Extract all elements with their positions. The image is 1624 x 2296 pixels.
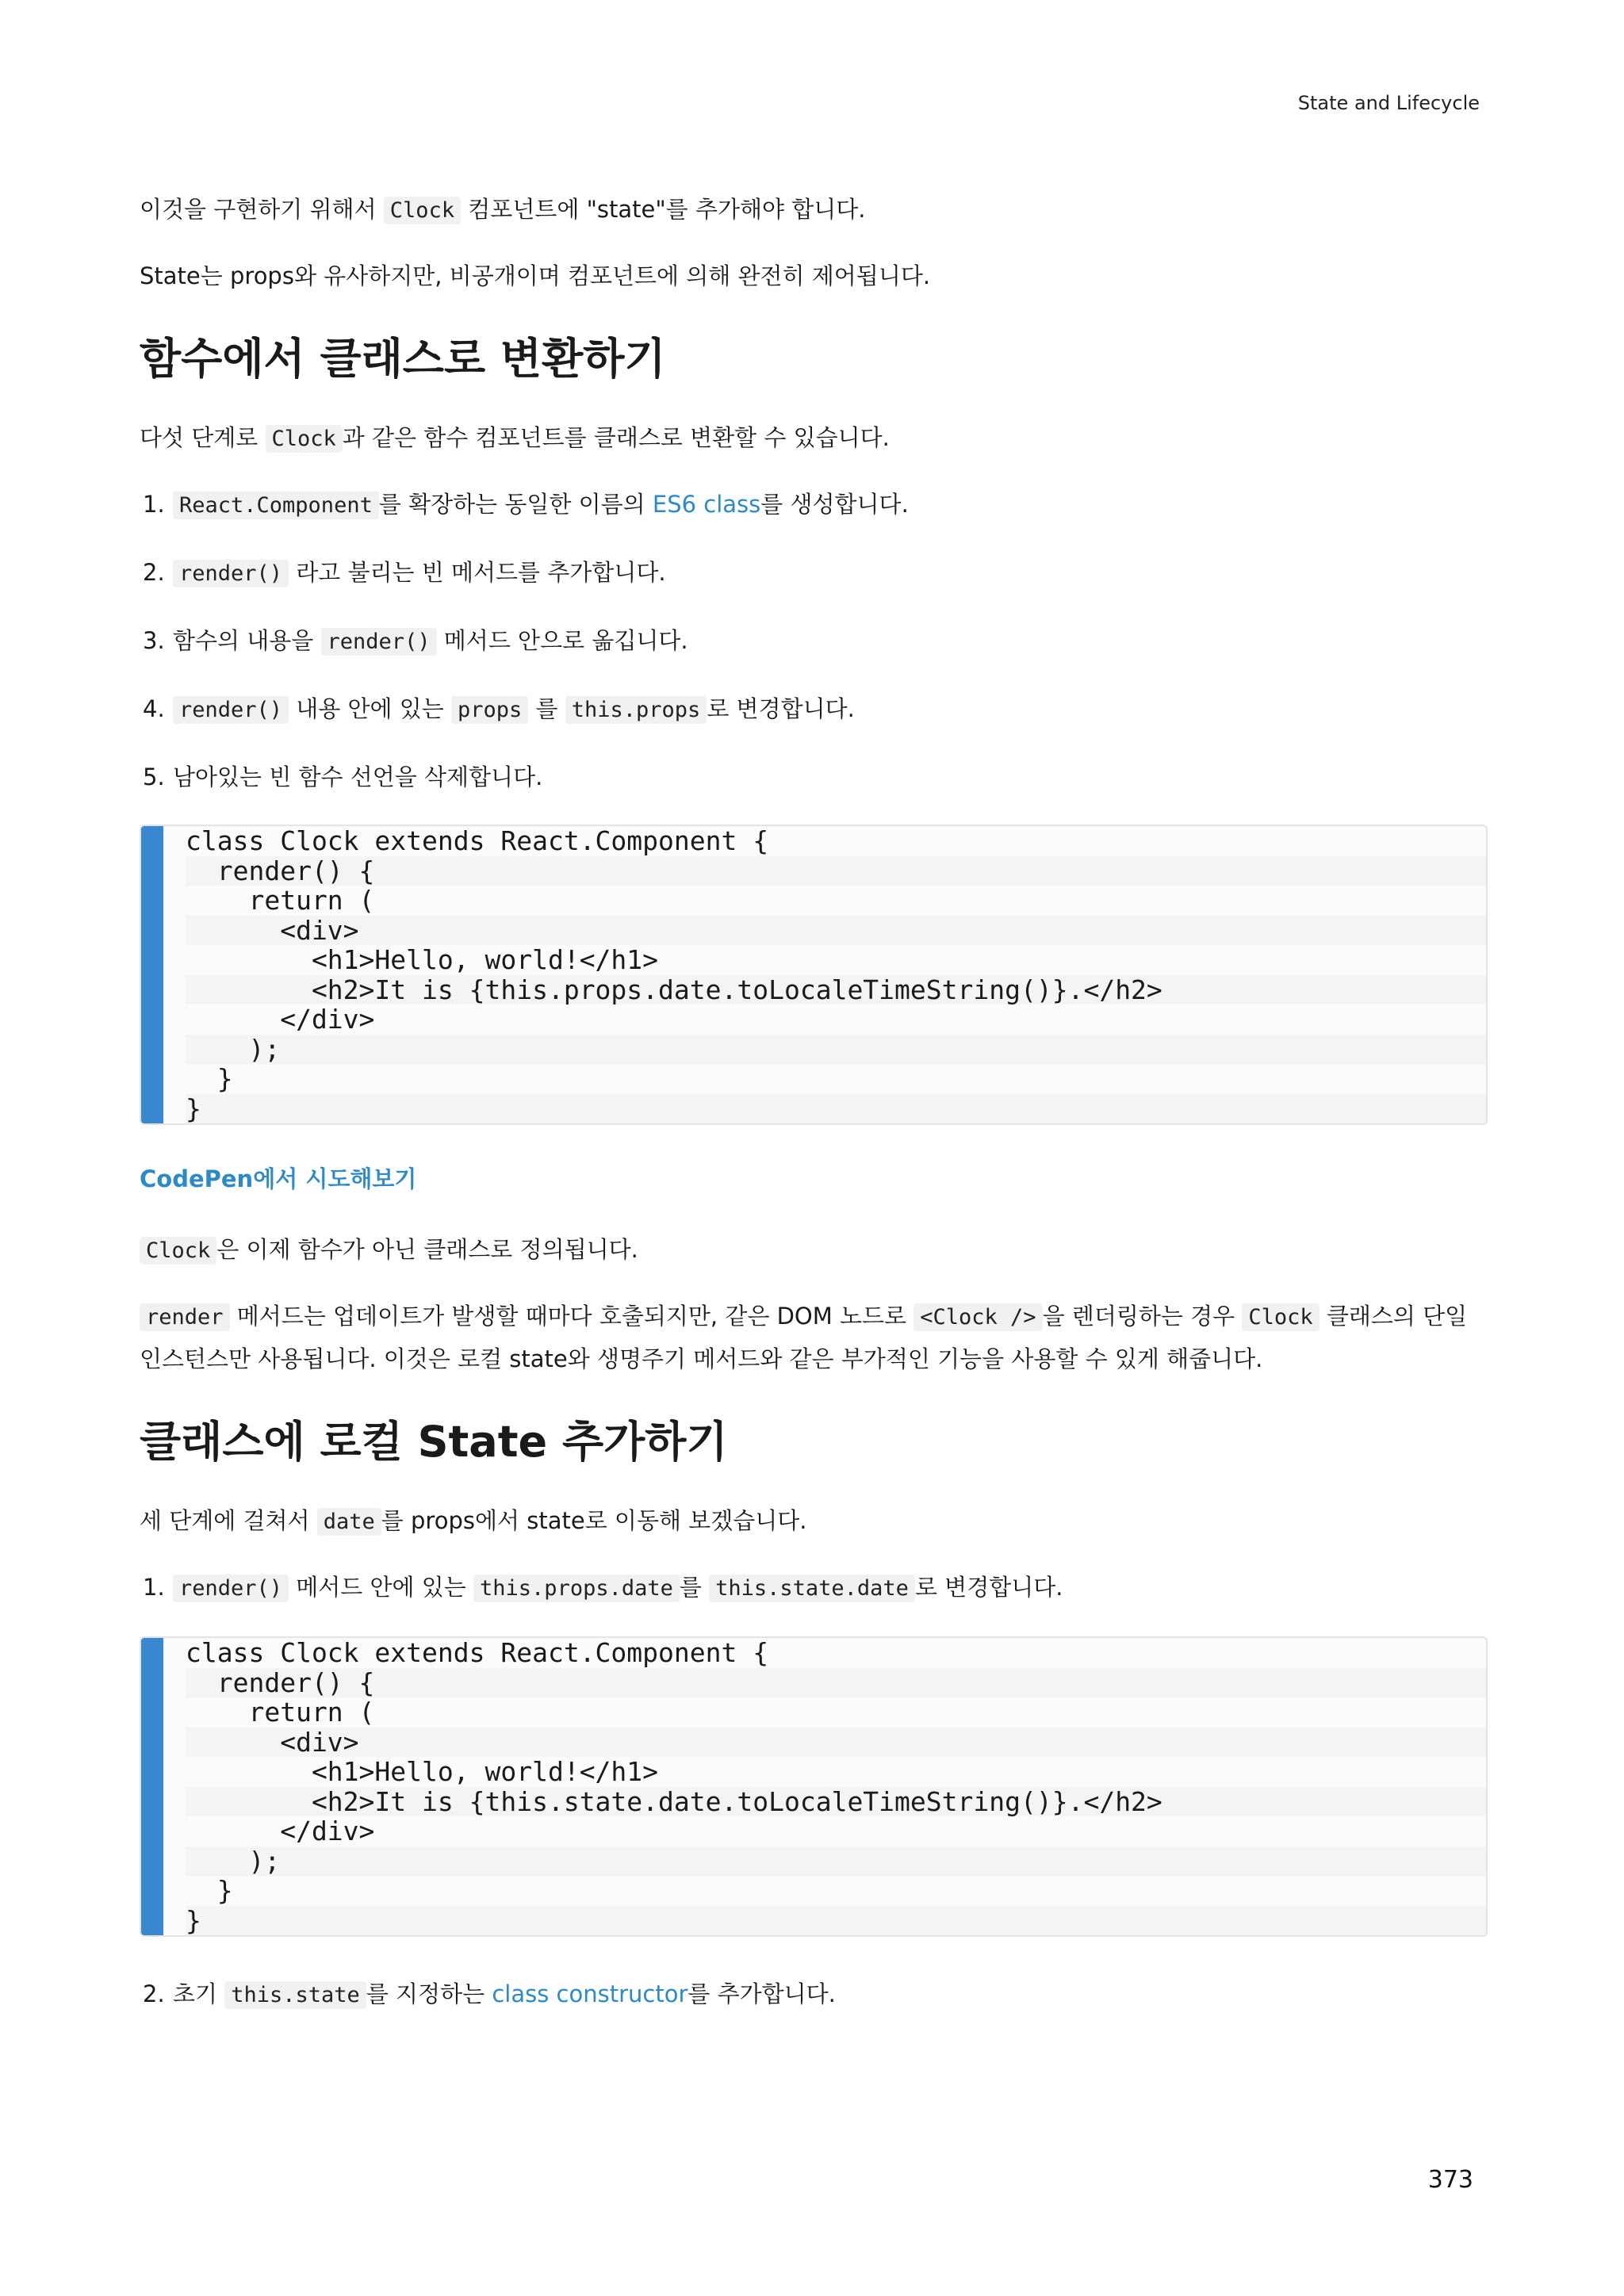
section1-lead: 다섯 단계로 Clock 과 같은 함수 컴포넌트를 클래스로 변환할 수 있습니다.	[140, 424, 890, 451]
inline-code: render()	[321, 628, 437, 656]
code-line: <div>	[186, 1728, 1486, 1758]
intro-paragraph-2: State는 props와 유사하지만, 비공개이며 컴포넌트에 의해 완전히 제어됩니다.	[140, 262, 931, 289]
code-line: <h2>It is {this.state.date.toLocaleTimeString()}.</h2>	[186, 1787, 1486, 1817]
inline-code: render()	[173, 1575, 289, 1602]
inline-code: render	[140, 1303, 230, 1331]
inline-code: this.props	[565, 696, 707, 724]
inline-code: this.props.date	[473, 1575, 680, 1602]
inline-code: Clock	[384, 197, 461, 224]
inline-code: props	[451, 696, 528, 724]
code-line: }	[186, 1094, 1486, 1124]
list-item: 2. render() 라고 불리는 빈 메서드를 추가합니다.	[143, 559, 666, 586]
code-listing	[141, 826, 1486, 1123]
local-state-steps-continued	[140, 1973, 1488, 2016]
inline-code: render()	[173, 696, 289, 724]
list-item: 4. render() 내용 안에 있는 props 를 this.props 로 변경합니다.	[143, 695, 855, 722]
code-line: </div>	[186, 1816, 375, 1846]
inline-code: Clock	[140, 1237, 216, 1265]
code-line: <h2>It is {this.props.date.toLocaleTimeString()}.</h2>	[186, 975, 1486, 1005]
code-line: class Clock extends React.Component {	[186, 825, 769, 856]
inline-code: Clock	[1242, 1303, 1319, 1331]
inline-code: Clock	[266, 425, 343, 453]
code-line: render() {	[186, 856, 1486, 886]
list-item: 2. 초기 this.state 를 지정하는 class constructor를 추가합니다.	[143, 1980, 836, 2007]
inline-code: <Clock />	[914, 1303, 1042, 1331]
list-item: 3. 함수의 내용을 render() 메서드 안으로 옮깁니다.	[143, 627, 688, 654]
list-item: 5. 남아있는 빈 함수 선언을 삭제합니다.	[143, 763, 543, 790]
inline-code: date	[317, 1508, 381, 1536]
inline-code: React.Component	[173, 492, 379, 519]
inline-code: render()	[173, 560, 289, 587]
intro-paragraph-1: 이것을 구현하기 위해서 Clock 컴포넌트에 "state"를 추가해야 합니다.	[140, 196, 866, 223]
code-line: }	[186, 1875, 233, 1906]
code-line: return (	[186, 885, 375, 916]
codepen-link[interactable]: CodePen에서 시도해보기	[140, 1165, 417, 1192]
list-item: 1. React.Component 를 확장하는 동일한 이름의 ES6 class를 생성합니다.	[143, 491, 909, 518]
render-explanation: render 메서드는 업데이트가 발생할 때마다 호출되지만, 같은 DOM 노드로 <Clock /> 을 렌더링하는 경우 Clock 클래스의 단일 인스턴스만 사용됩니다. 이것은 로컬 state와 생명주기 메서드와 같은 부가적인 기능을 사용할 수 있게 해줍니다.	[140, 1303, 1468, 1372]
code-block-accent-bar	[141, 1638, 163, 1935]
code-block-props	[140, 825, 1488, 1125]
page-number: 373	[1427, 2166, 1473, 2194]
code-line: return (	[186, 1697, 375, 1728]
code-line: }	[186, 1906, 1486, 1936]
local-state-steps	[140, 1567, 1488, 1609]
code-line: }	[186, 1063, 233, 1094]
conversion-steps	[140, 484, 1488, 798]
code-line: <h1>Hello, world!</h1>	[186, 1756, 659, 1787]
code-line: );	[186, 1035, 1486, 1065]
section-heading-local-state: 클래스에 로컬 State 추가하기	[140, 1417, 728, 1467]
code-line: <h1>Hello, world!</h1>	[186, 944, 659, 975]
code-line: );	[186, 1846, 1486, 1877]
page-content	[140, 189, 1488, 2043]
section-heading-convert: 함수에서 클래스로 변환하기	[140, 334, 666, 384]
code-line: render() {	[186, 1668, 1486, 1698]
section2-lead: 세 단계에 걸쳐서 date 를 props에서 state로 이동해 보겠습니다.	[140, 1507, 807, 1534]
code-line: class Clock extends React.Component {	[186, 1637, 769, 1668]
class-definition-note: Clock 은 이제 함수가 아닌 클래스로 정의됩니다.	[140, 1229, 1488, 1272]
code-block-accent-bar	[141, 826, 163, 1123]
inline-code: this.state.date	[709, 1575, 915, 1602]
code-line: </div>	[186, 1004, 375, 1035]
code-listing	[141, 1638, 1486, 1935]
list-item: 1. render() 메서드 안에 있는 this.props.date 를 this.state.date 로 변경합니다.	[143, 1574, 1063, 1601]
code-block-state	[140, 1636, 1488, 1937]
code-line: <div>	[186, 916, 1486, 946]
running-header: State and Lifecycle	[1297, 92, 1480, 114]
class-constructor-link[interactable]: class constructor	[492, 1980, 688, 2007]
es6-class-link[interactable]: ES6 class	[652, 491, 761, 518]
inline-code: this.state	[224, 1981, 366, 2009]
